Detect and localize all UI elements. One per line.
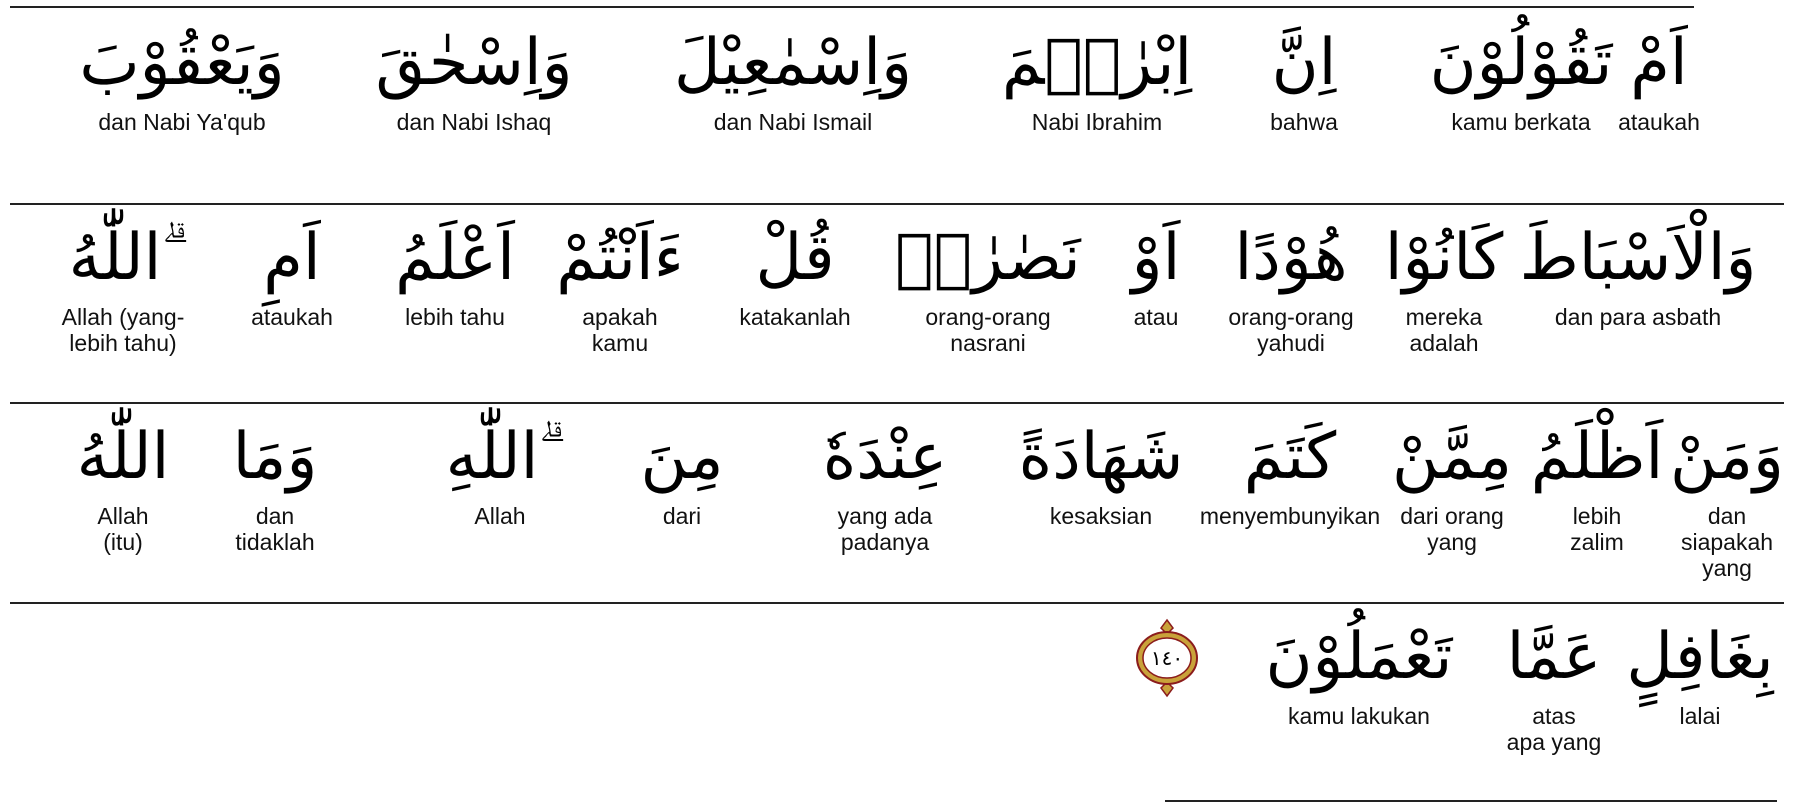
word-wama — [232, 420, 318, 556]
word-yaqub — [79, 26, 285, 136]
arabic-word: اَمِ — [263, 221, 321, 295]
arabic-word: اَمْ — [1630, 26, 1688, 100]
arabic-word: اَعْلَمُ — [395, 221, 515, 295]
word-allahi — [445, 420, 555, 530]
translation: lebih zalim — [1570, 503, 1624, 556]
translation: ataukah — [251, 304, 333, 331]
word-nashara — [895, 221, 1081, 357]
word-inna — [1270, 26, 1338, 136]
arabic-word: اللّٰهُ ۗ — [68, 221, 178, 295]
word-ami — [251, 221, 333, 331]
word-waman — [1670, 420, 1784, 582]
word-qul — [739, 221, 851, 331]
translation: lalai — [1679, 703, 1721, 730]
word-mimman — [1392, 420, 1512, 556]
word-indahu — [822, 420, 948, 556]
word-azhlamu — [1530, 420, 1664, 556]
word-taquluna — [1429, 26, 1613, 136]
word-allahu-2 — [76, 420, 170, 556]
word-bighafilin — [1626, 620, 1774, 730]
word-aw — [1131, 221, 1181, 331]
arabic-word: عَمَّا — [1506, 620, 1602, 694]
verse-number-medallion — [1135, 618, 1199, 698]
arabic-word: اَظْلَمُ — [1530, 420, 1664, 494]
word-amma — [1506, 620, 1602, 756]
translation: menyembunyikan — [1199, 503, 1381, 530]
arabic-word: عِنْدَهٗ — [822, 420, 948, 494]
arabic-word: وَمَا — [232, 420, 318, 494]
arabic-word: اِبْرٰهٖمَ — [1001, 26, 1193, 100]
word-mina — [640, 420, 724, 530]
translation: Allah (yang- lebih tahu) — [61, 304, 185, 357]
arabic-word: مِمَّنْ — [1392, 420, 1512, 494]
arabic-word: هُوْدًا — [1234, 221, 1348, 295]
word-allahu-1 — [61, 221, 185, 357]
translation: orang-orang nasrani — [925, 304, 1051, 357]
arabic-word: تَعْمَلُوْنَ — [1265, 620, 1453, 694]
translation: Nabi Ibrahim — [1031, 109, 1163, 136]
translation: dan Nabi Ismail — [713, 109, 873, 136]
translation: dari orang yang — [1400, 503, 1504, 556]
translation: bahwa — [1270, 109, 1338, 136]
arabic-word: كَتَمَ — [1243, 420, 1337, 494]
rule-top — [10, 6, 1694, 8]
translation: atau — [1133, 304, 1179, 331]
translation: dan tidaklah — [235, 503, 315, 556]
rule-row-2 — [10, 402, 1784, 404]
arabic-word: اَوْ — [1131, 221, 1181, 295]
translation: kamu berkata — [1451, 109, 1591, 136]
word-ishaq — [375, 26, 573, 136]
arabic-word: اِنَّ — [1271, 26, 1337, 100]
arabic-word: شَهَادَةً — [1018, 420, 1184, 494]
translation: mereka adalah — [1405, 304, 1483, 357]
translation: yang ada padanya — [837, 503, 933, 556]
rule-row-1 — [10, 203, 1784, 205]
translation: apakah kamu — [582, 304, 658, 357]
word-aantum — [556, 221, 684, 357]
arabic-word: مِنَ — [640, 420, 724, 494]
translation: dan Nabi Ishaq — [396, 109, 552, 136]
arabic-word: قُلْ — [755, 221, 835, 295]
arabic-word: نَصٰرٰىۗ — [895, 221, 1081, 295]
word-kanu — [1384, 221, 1504, 357]
translation: dan para asbath — [1554, 304, 1722, 331]
word-alam — [395, 221, 515, 331]
word-ibrahim — [1001, 26, 1193, 136]
word-amm — [1618, 26, 1700, 136]
translation: kesaksian — [1049, 503, 1153, 530]
translation: Allah — [474, 503, 526, 530]
arabic-word: وَمَنْ — [1670, 420, 1784, 494]
word-al-asbath — [1519, 221, 1757, 331]
translation: ataukah — [1618, 109, 1700, 136]
rule-bottom — [1165, 800, 1777, 802]
translation: orang-orang yahudi — [1228, 304, 1354, 357]
translation: katakanlah — [739, 304, 851, 331]
translation: dan siapakah yang — [1680, 503, 1774, 582]
translation: lebih tahu — [405, 304, 505, 331]
arabic-word: بِغَافِلٍ — [1626, 620, 1774, 694]
arabic-word: تَقُوْلُوْنَ — [1429, 26, 1613, 100]
arabic-word: وَيَعْقُوْبَ — [79, 26, 285, 100]
word-katama — [1199, 420, 1381, 530]
word-hudan — [1228, 221, 1354, 357]
arabic-word: كَانُوْا — [1384, 221, 1504, 295]
arabic-word: وَالْاَسْبَاطَ — [1519, 221, 1757, 295]
translation: dan Nabi Ya'qub — [98, 109, 266, 136]
arabic-word: اللّٰهُ — [76, 420, 170, 494]
translation: dari — [662, 503, 702, 530]
arabic-word: وَاِسْحٰقَ — [375, 26, 573, 100]
rule-row-3 — [10, 602, 1784, 604]
translation: atas apa yang — [1506, 703, 1602, 756]
word-syahadah — [1018, 420, 1184, 530]
verse-number: ١٤٠ — [1150, 646, 1184, 670]
arabic-word: اللّٰهِ ۗ — [445, 420, 555, 494]
word-tamaluna — [1265, 620, 1453, 730]
translation: Allah (itu) — [97, 503, 149, 556]
word-ismail — [674, 26, 912, 136]
arabic-word: وَاِسْمٰعِيْلَ — [674, 26, 912, 100]
translation: kamu lakukan — [1288, 703, 1430, 730]
arabic-word: ءَاَنْتُمْ — [556, 221, 684, 295]
